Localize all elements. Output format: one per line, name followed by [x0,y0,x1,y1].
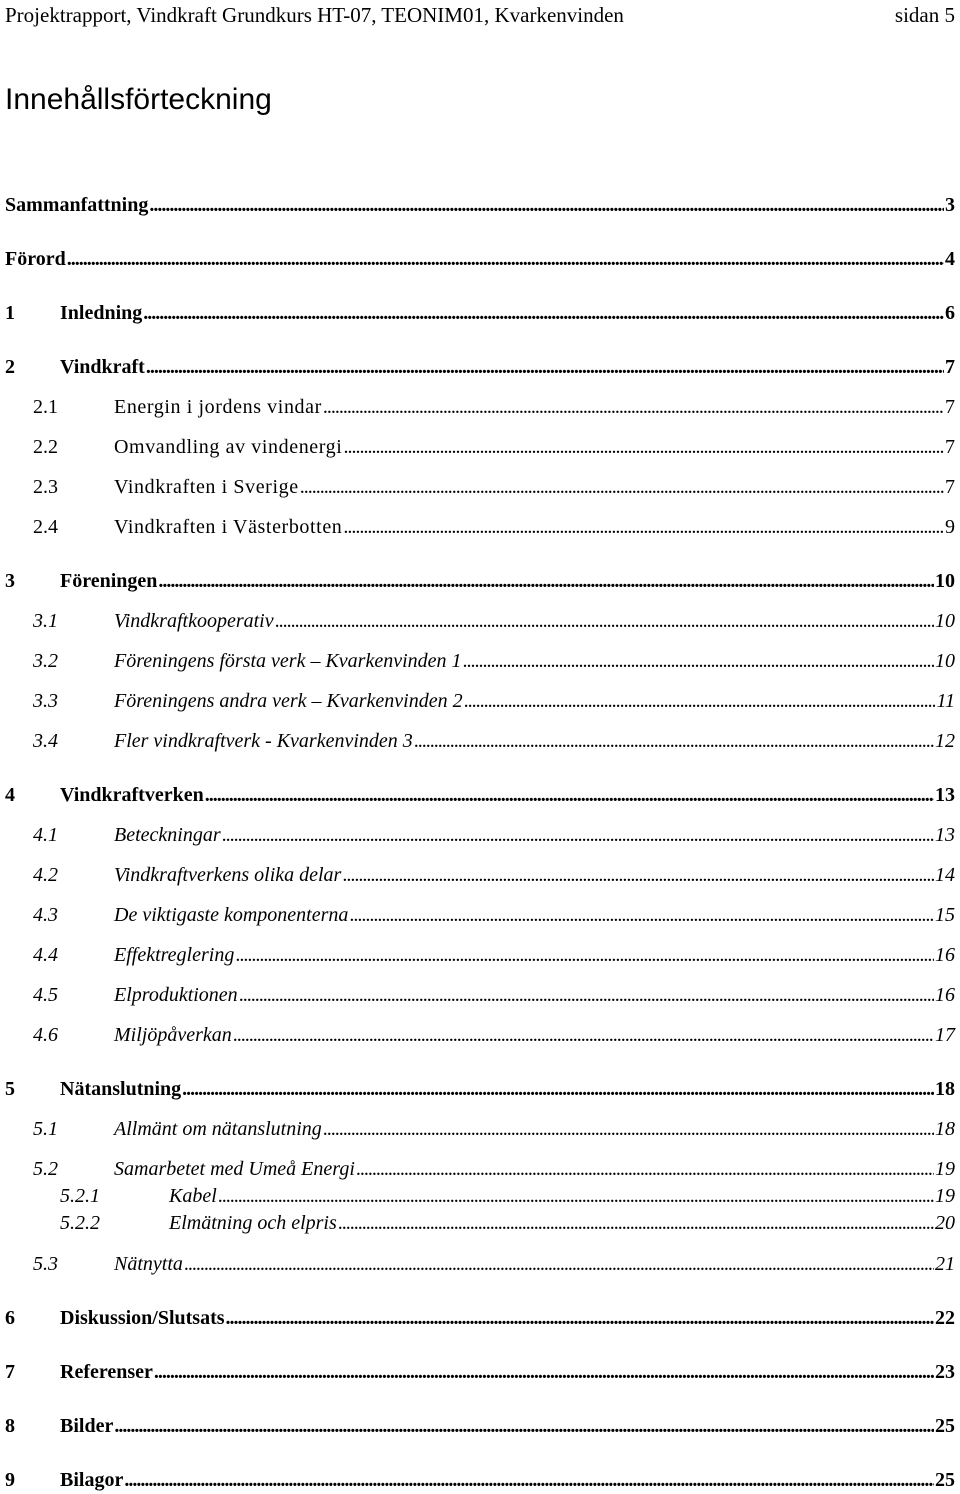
toc-entry-number: 6 [5,1307,15,1329]
toc-entry-page: 11 [936,690,955,712]
toc-entry-label: De viktigaste komponenterna [114,904,349,926]
toc-entry-number: 9 [5,1469,15,1491]
toc-entry[interactable] [0,647,955,675]
toc-entry[interactable] [0,1115,955,1143]
toc-entry[interactable] [0,567,955,595]
toc-entry-page: 7 [945,436,955,458]
toc-entry[interactable] [0,1211,955,1235]
toc-entry-label: Allmänt om nätanslutning [114,1118,322,1140]
toc-entry-page: 14 [935,864,955,886]
toc-entry-number: 5 [5,1078,15,1100]
toc-title: Innehållsförteckning [5,83,272,116]
toc-entry-label: Vindkraft [60,356,145,378]
toc-entry-number: 2.1 [33,396,58,418]
toc-dot-leader [239,981,934,1009]
toc-dot-leader [300,473,944,501]
toc-entry-number: 5.1 [33,1118,58,1140]
toc-entry-page: 15 [935,904,955,926]
toc-entry-number: 2.4 [33,516,58,538]
toc-entry-number: 3 [5,570,15,592]
toc-entry-page: 18 [935,1118,955,1140]
toc-entry-number: 5.3 [33,1253,58,1275]
toc-entry-label: Omvandling av vindenergi [114,436,343,458]
toc-entry-label: Diskussion/Slutsats [60,1307,225,1329]
toc-entry-number: 4.2 [33,864,58,886]
toc-entry-page: 13 [935,784,955,806]
toc-dot-leader [233,1021,934,1049]
toc-entry-label: Elproduktionen [114,984,238,1006]
toc-dot-leader [414,727,934,755]
header-page-number: sidan 5 [894,3,955,27]
toc-entry-number: 2 [5,356,15,378]
toc-entry-label: Beteckningar [114,824,221,846]
toc-entry[interactable] [0,1412,955,1440]
toc-dot-leader [275,607,934,635]
toc-entry-number: 4.4 [33,944,58,966]
toc-entry[interactable] [0,607,955,635]
toc-entry-number: 4 [5,784,15,806]
toc-entry-label: Miljöpåverkan [114,1024,232,1046]
toc-dot-leader [226,1304,934,1332]
toc-entry-number: 2.2 [33,436,58,458]
toc-entry[interactable] [0,727,955,755]
toc-dot-leader [356,1155,934,1183]
toc-entry-page: 9 [945,516,955,538]
toc-entry[interactable] [0,1358,955,1386]
toc-entry[interactable] [0,1021,955,1049]
toc-entry-label: Föreningen [60,570,158,592]
toc-dot-leader [158,567,934,595]
toc-entry[interactable] [0,1304,955,1332]
toc-entry-label: Kabel [169,1185,217,1207]
toc-entry[interactable] [0,901,955,929]
toc-entry-page: 10 [935,610,955,632]
toc-entry-label: Nätnytta [114,1253,183,1275]
toc-dot-leader [146,353,944,381]
toc-entry-label: Inledning [60,302,143,324]
toc-entry-page: 16 [935,944,955,966]
toc-entry-label: Bilagor [60,1469,124,1491]
toc-entry-label: Föreningens första verk – Kvarkenvinden 1 [114,650,462,672]
toc-entry[interactable] [0,353,955,381]
toc-entry-label: Nätanslutning [60,1078,182,1100]
toc-entry[interactable] [0,861,955,889]
toc-dot-leader [463,647,934,675]
toc-dot-leader [464,687,936,715]
toc-entry-page: 20 [935,1212,955,1234]
toc-entry-number: 1 [5,302,15,324]
toc-dot-leader [154,1358,934,1386]
toc-entry-page: 16 [935,984,955,1006]
toc-entry-label: Effektreglering [114,944,235,966]
toc-dot-leader [149,191,944,219]
toc-entry-page: 18 [935,1078,955,1100]
toc-entry-page: 7 [945,356,955,378]
toc-dot-leader [349,901,934,929]
toc-dot-leader [184,1250,934,1278]
toc-entry-label: Energin i jordens vindar [114,396,322,418]
toc-dot-leader [205,781,934,809]
toc-dot-leader [338,1211,934,1235]
toc-entry-number: 8 [5,1415,15,1437]
toc-dot-leader [143,299,944,327]
toc-entry-page: 10 [935,650,955,672]
toc-entry[interactable] [0,245,955,273]
toc-entry-page: 22 [935,1307,955,1329]
toc-dot-leader [124,1466,934,1494]
toc-entry[interactable] [0,1184,955,1208]
toc-entry-page: 4 [945,248,955,270]
toc-dot-leader [235,941,934,969]
toc-dot-leader [67,245,944,273]
toc-entry-page: 17 [935,1024,955,1046]
toc-entry[interactable] [0,1155,955,1183]
toc-entry-label: Föreningens andra verk – Kvarkenvinden 2 [114,690,463,712]
toc-entry[interactable] [0,1250,955,1278]
toc-entry[interactable] [0,299,955,327]
toc-entry-label: Vindkraftverken [60,784,204,806]
toc-entry[interactable] [0,941,955,969]
toc-dot-leader [114,1412,934,1440]
toc-entry-page: 3 [945,194,955,216]
toc-entry-page: 6 [945,302,955,324]
toc-entry-label: Samarbetet med Umeå Energi [114,1158,355,1180]
toc-entry-number: 4.6 [33,1024,58,1046]
toc-dot-leader [222,821,934,849]
toc-entry-label: Referenser [60,1361,153,1383]
toc-entry[interactable] [0,473,955,501]
toc-entry-number: 4.3 [33,904,58,926]
toc-entry-number: 3.3 [33,690,58,712]
toc-entry-label: Vindkraftverkens olika delar [114,864,342,886]
toc-entry-number: 7 [5,1361,15,1383]
toc-entry-label: Elmätning och elpris [169,1212,337,1234]
toc-entry-page: 12 [935,730,955,752]
toc-entry[interactable] [0,513,955,541]
toc-entry-page: 25 [935,1415,955,1437]
toc-entry-page: 21 [935,1253,955,1275]
toc-entry-number: 5.2.2 [60,1212,100,1234]
toc-entry-number: 3.2 [33,650,58,672]
toc-entry[interactable] [0,393,955,421]
toc-dot-leader [218,1184,934,1208]
toc-entry-page: 13 [935,824,955,846]
toc-entry[interactable] [0,981,955,1009]
toc-entry-label: Fler vindkraftverk - Kvarkenvinden 3 [114,730,413,752]
toc-entry-number: 3.1 [33,610,58,632]
toc-entry-page: 7 [945,476,955,498]
toc-entry-page: 19 [935,1158,955,1180]
toc-entry-number: 4.1 [33,824,58,846]
toc-entry-label: Vindkraften i Sverige [114,476,299,498]
toc-entry-number: 2.3 [33,476,58,498]
header-document-title: Projektrapport, Vindkraft Grundkurs HT-07, TEONIM01, Kvarkenvinden [5,3,624,27]
toc-entry-page: 7 [945,396,955,418]
toc-dot-leader [342,861,934,889]
toc-entry-label: Förord [5,248,66,270]
toc-dot-leader [323,1115,934,1143]
toc-entry-label: Vindkraften i Västerbotten [114,516,343,538]
toc-dot-leader [343,433,944,461]
toc-entry[interactable] [0,1466,955,1494]
toc-entry-number: 5.2 [33,1158,58,1180]
toc-entry[interactable] [0,191,955,219]
toc-entry-label: Bilder [60,1415,114,1437]
toc-entry-number: 3.4 [33,730,58,752]
toc-entry-label: Sammanfattning [5,194,149,216]
toc-entry[interactable] [0,781,955,809]
toc-entry[interactable] [0,433,955,461]
toc-entry-page: 23 [935,1361,955,1383]
toc-dot-leader [343,513,944,541]
toc-entry-number: 5.2.1 [60,1185,100,1207]
toc-dot-leader [182,1075,934,1103]
toc-entry[interactable] [0,821,955,849]
toc-entry-page: 10 [935,570,955,592]
toc-dot-leader [323,393,944,421]
toc-entry-label: Vindkraftkooperativ [114,610,274,632]
toc-entry-number: 4.5 [33,984,58,1006]
toc-entry-page: 19 [935,1185,955,1207]
toc-entry[interactable] [0,687,955,715]
toc-entry[interactable] [0,1075,955,1103]
toc-entry-page: 25 [935,1469,955,1491]
